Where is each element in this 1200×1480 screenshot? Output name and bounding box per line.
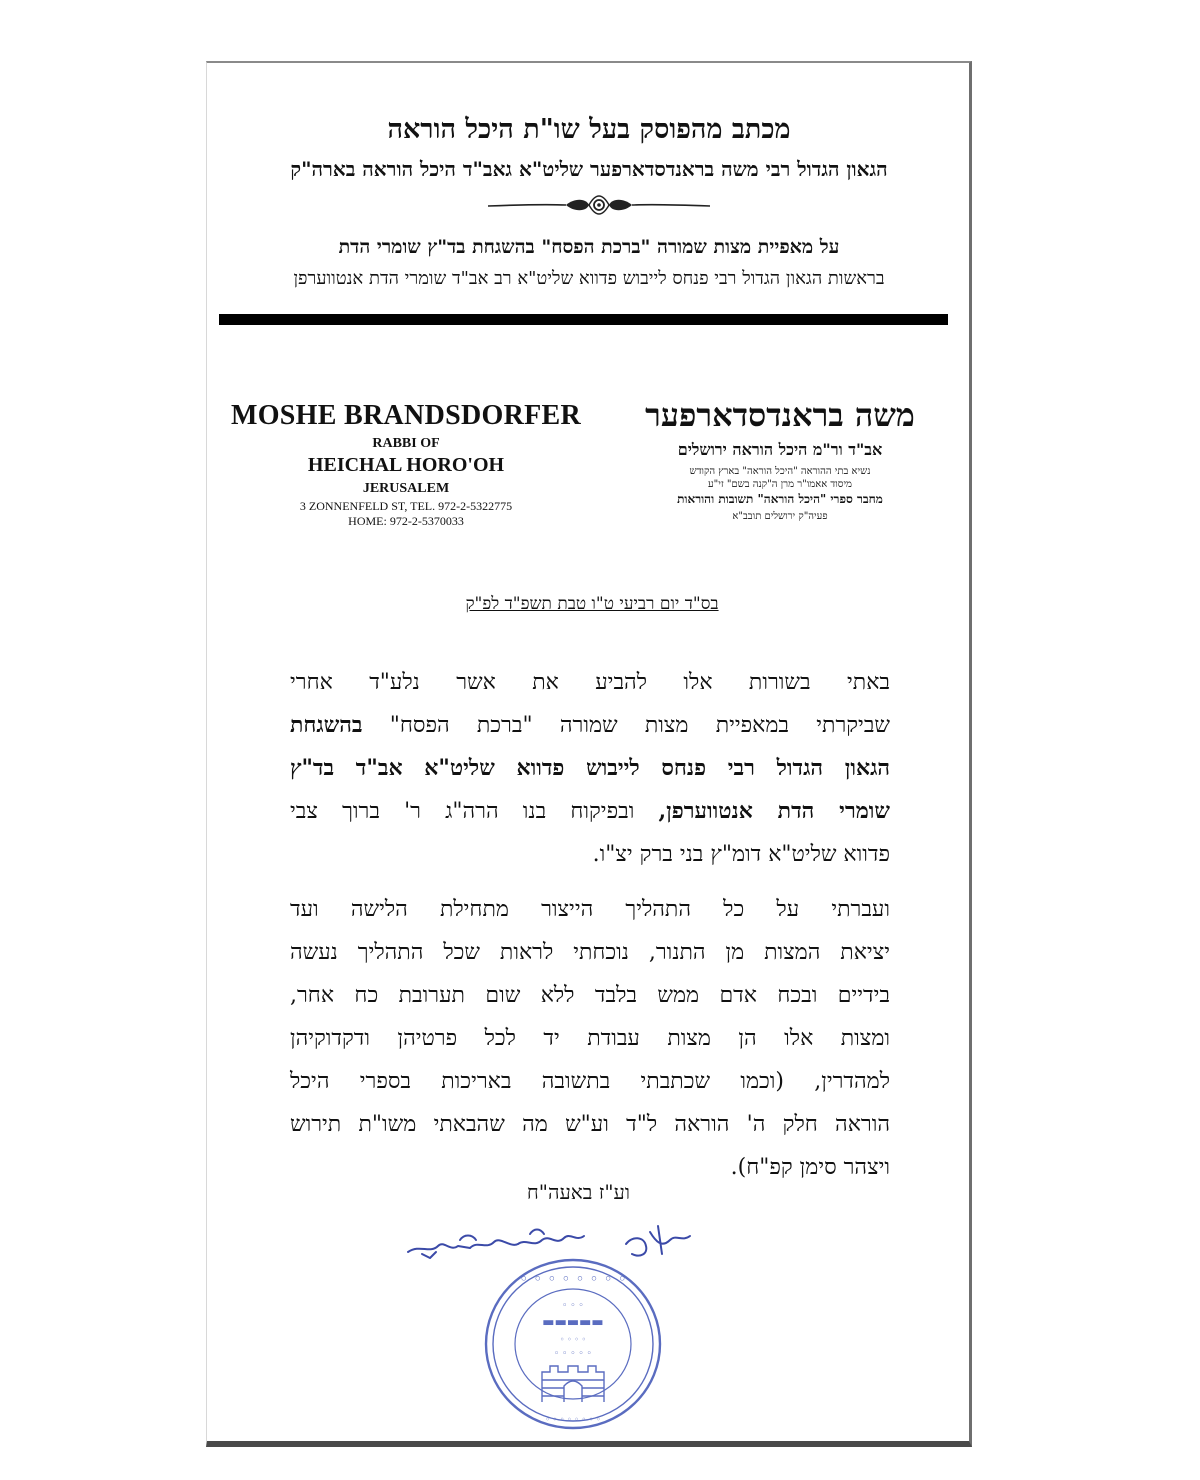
letterhead-en-address: 3 ZONNENFELD ST, TEL. 972-2-5322775 — [299, 499, 513, 513]
letterhead-hebrew — [610, 396, 950, 522]
svg-text:◦ ◦ ◦ ◦ ◦ ◦ ◦ ◦: ◦ ◦ ◦ ◦ ◦ ◦ ◦ ◦ — [519, 1270, 627, 1288]
paragraph-1-line: שביקרתי במאפיית מצות שמורה "ברכת הפסח" בהשגחת — [290, 712, 890, 738]
letter-line-bakery: על מאפיית מצות שמורה "ברכת הפסח" בהשגחת בד"ץ שומרי הדת — [338, 236, 840, 258]
letterhead-en-rabbi-of: RABBI OF — [372, 436, 440, 451]
letterhead-english — [206, 400, 606, 529]
letter-date: בס"ד יום רביעי ט"ו טבת תשפ"ד לפ"ק — [465, 594, 719, 614]
paragraph-1-line: פדווא שליט"א דומ"ץ בני ברק יצ"ו. — [592, 842, 890, 867]
letterhead-he-line4: פעיה"ק ירושלים תובב"א — [732, 511, 828, 522]
paragraph-2-line: בידיים ובכח אדם ממש בלבד ללא שום תערובת כח אחר, — [290, 983, 890, 1008]
header-rule — [219, 314, 948, 325]
letterhead-he-line2: מיסוד אאמו"ר מרן ה"קנה בשם" זי"ע — [707, 479, 852, 490]
paragraph-2-line: הוראה חלק ה' הוראה ל"ד וע"ש מה שהבאתי משו"ת תירוש — [290, 1112, 890, 1137]
paragraph-2 — [290, 888, 890, 1189]
paragraph-2-line: למהדרין, (וכמו שכתבתי בתשובה באריכות בספרי היכל — [290, 1069, 890, 1094]
paragraph-2-line: ועברתי על כל התהליך הייצור מתחילת הלישה ועד — [290, 897, 890, 922]
letterhead-he-title: אב"ד ור"מ היכל הוראה ירושלים — [677, 440, 883, 459]
paragraph-2-line: יציאת המצות מן התנור, נוכחתי לראות שכל התהליך נעשה — [290, 940, 890, 965]
letterhead-en-city: JERUSALEM — [362, 481, 450, 496]
letterhead-en-congregation: HEICHAL HORO'OH — [307, 454, 505, 476]
svg-text:◦ ◦ ◦ ◦ ◦: ◦ ◦ ◦ ◦ ◦ — [554, 1349, 592, 1359]
svg-text:◦ ◦ ◦ ◦: ◦ ◦ ◦ ◦ — [559, 1335, 587, 1344]
letter-title: מכתב מהפוסק בעל שו"ת היכל הוראה — [387, 114, 791, 145]
paragraph-1-line: שומרי הדת אנטווערפן, ובפיקוח בנו הרה"ג ר' ברוך צבי — [290, 798, 890, 824]
svg-text:▬▬▬▬▬: ▬▬▬▬▬ — [542, 1315, 604, 1330]
paragraph-1-line: באתי בשורות אלו להביע את אשר נלע"ד אחרי — [290, 670, 890, 695]
letterhead-he-name: משה בראנדסדארפער — [645, 396, 915, 434]
ornament-divider — [486, 192, 712, 220]
letterhead-en-name: MOSHE BRANDSDORFER — [231, 400, 581, 431]
letterhead-he-line3: מחבר ספרי "היכל הוראה" תשובות והוראות — [677, 492, 883, 506]
paragraph-2-line: ויצהר סימן קפ"ח). — [730, 1155, 890, 1180]
letter-closing: וע"ז באעה"ח — [526, 1180, 630, 1204]
letter-line-supervision: בראשות הגאון הגדול רבי פנחס לייבוש פדווא שליט"א רב אב"ד שומרי הדת אנטווערפן — [293, 268, 885, 289]
paragraph-1 — [290, 661, 890, 876]
svg-text:◦ ◦ ◦: ◦ ◦ ◦ — [562, 1301, 584, 1311]
letterhead-he-line1: נשיא בתי ההוראה "היכל הוראה" בארץ הקודש — [689, 466, 871, 477]
letterhead-en-home: HOME: 972-2-5370033 — [348, 514, 464, 528]
rabbinic-stamp — [482, 1256, 664, 1432]
paragraph-1-line: הגאון הגדול רבי פנחס לייבוש פדווא שליט"א אב"ד בד"ץ — [290, 755, 890, 781]
svg-text:◦ ◦ ◦ ◦ ◦ ◦ ◦ ◦: ◦ ◦ ◦ ◦ ◦ ◦ ◦ ◦ — [545, 1415, 601, 1424]
letter-subtitle: הגאון הגדול רבי משה בראנדסדארפער שליט"א גאב"ד היכל הוראה בארה"ק — [290, 157, 888, 181]
paragraph-2-line: ומצות אלו הן מצות עבודת יד לכל פרטיהן ודקדוקיהן — [290, 1026, 890, 1051]
